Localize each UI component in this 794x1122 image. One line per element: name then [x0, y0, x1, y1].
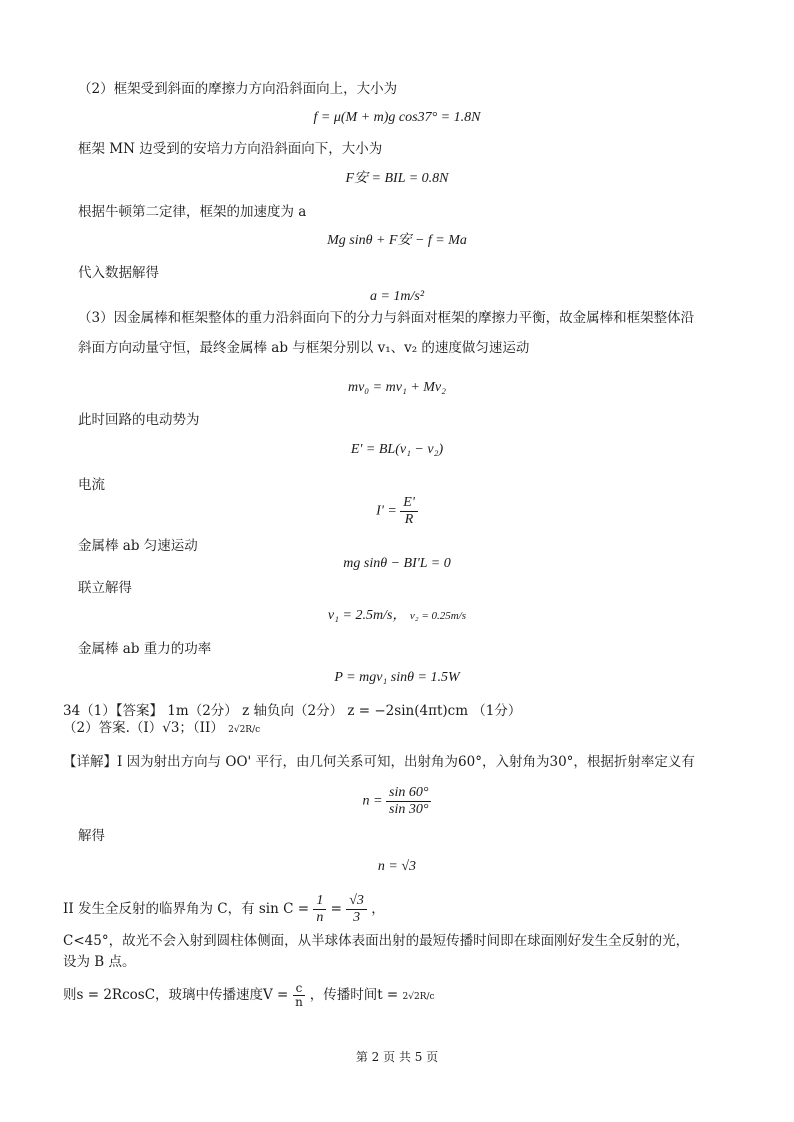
last-text-a: 则s = 2RcosC，玻璃中传播速度V =	[63, 987, 289, 1003]
n-denominator: sin 30°	[389, 802, 429, 817]
critical-end: ，	[371, 901, 385, 917]
current-lhs: I' =	[376, 503, 397, 519]
text-c45-line1: C<45°，故光不会入射到圆柱体侧面，从半球体表面出射的最短传播时间即在球面刚好发生全反射的光，	[63, 933, 690, 949]
equation-balance: mg sinθ − BI'L = 0	[343, 556, 451, 571]
equation-momentum: mv₀ = mv₁ + Mv₂	[347, 380, 447, 395]
equation-v1: v₁ = 2.5m/s，	[327, 608, 407, 623]
text-last-line	[63, 982, 435, 1009]
text-substitute: 代入数据解得	[78, 265, 159, 281]
critical-fraction-1	[313, 893, 326, 926]
time-fraction: 2√2R/c	[402, 992, 435, 1002]
text-newton-intro: 根据牛顿第二定律，框架的加速度为 a	[78, 204, 307, 220]
equation-ampere: F安 = BIL = 0.8N	[345, 171, 449, 186]
equation-power: P = mgv₁ sinθ = 1.5W	[334, 670, 460, 685]
critical-fraction-2-num: √3	[346, 893, 367, 910]
text-emf-intro: 此时回路的电动势为	[78, 412, 200, 428]
text-p3-line1: （3）因金属棒和框架整体的重力沿斜面向下的分力与斜面对框架的摩擦力平衡，故金属棒和框架整体沿	[78, 310, 695, 326]
critical-fraction-2	[346, 893, 367, 926]
text-current-intro: 电流	[78, 477, 105, 493]
critical-fraction-2-den: 3	[353, 910, 361, 925]
current-fraction	[400, 495, 418, 528]
text-solve: 解得	[78, 828, 105, 844]
page-footer: 第 2 页 共 5 页	[355, 1050, 439, 1064]
speed-fraction	[293, 982, 306, 1009]
text-q34-line2	[63, 719, 260, 739]
current-numerator: E'	[400, 495, 418, 512]
equation-v2: v₂ = 0.25m/s	[409, 610, 467, 622]
speed-numerator: c	[293, 982, 306, 996]
equation-n-result: n = √3	[377, 859, 417, 874]
q34-answer: （2）答案.（I）√3；（II）	[63, 720, 224, 736]
text-critical-angle	[63, 893, 385, 926]
last-text-b: ，传播时间t =	[309, 987, 399, 1003]
n-fraction	[386, 785, 431, 818]
critical-fraction-1-num: 1	[313, 893, 326, 910]
critical-equals: =	[330, 901, 342, 917]
text-mn-intro: 框架 MN 边受到的安培力方向沿斜面向下，大小为	[78, 141, 383, 157]
equation-newton: Mg sinθ + F安 − f = Ma	[327, 233, 467, 248]
critical-fraction-1-den: n	[316, 910, 324, 925]
q34-fraction: 2√2R/c	[228, 725, 261, 735]
text-c45-line2: 设为 B 点。	[63, 954, 136, 970]
equation-refractive-index	[0, 785, 794, 818]
current-denominator: R	[404, 512, 414, 527]
equation-acceleration: a = 1m/s²	[369, 289, 425, 304]
n-numerator: sin 60°	[386, 785, 431, 802]
text-detail-line: 【详解】I 因为射出方向与 OO' 平行，由几何关系可知，出射角为60°，入射角为30°，根据折射率定义有	[63, 754, 695, 770]
text-solve-joint: 联立解得	[78, 580, 132, 596]
speed-denominator: n	[295, 995, 303, 1009]
equation-friction: f = μ(M + m)g cos37° = 1.8N	[313, 110, 481, 125]
text-power-intro: 金属棒 ab 重力的功率	[78, 641, 212, 657]
equation-velocities	[0, 607, 794, 625]
text-rod-uniform: 金属棒 ab 匀速运动	[78, 538, 198, 554]
text-p2-intro: （2）框架受到斜面的摩擦力方向沿斜面向上，大小为	[78, 81, 398, 97]
n-lhs: n =	[362, 793, 383, 809]
critical-text: II 发生全反射的临界角为 C，有 sin C =	[63, 901, 310, 917]
equation-current	[0, 495, 794, 528]
text-q34-line1: 34（1）【答案】 1m（2分） z 轴负向（2分） z = −2sin(4πt)cm （1分）	[63, 703, 522, 719]
equation-emf: E' = BL(v₁ − v₂)	[350, 442, 444, 457]
text-p3-line2: 斜面方向动量守恒，最终金属棒 ab 与框架分别以 v₁、v₂ 的速度做匀速运动	[78, 340, 530, 356]
